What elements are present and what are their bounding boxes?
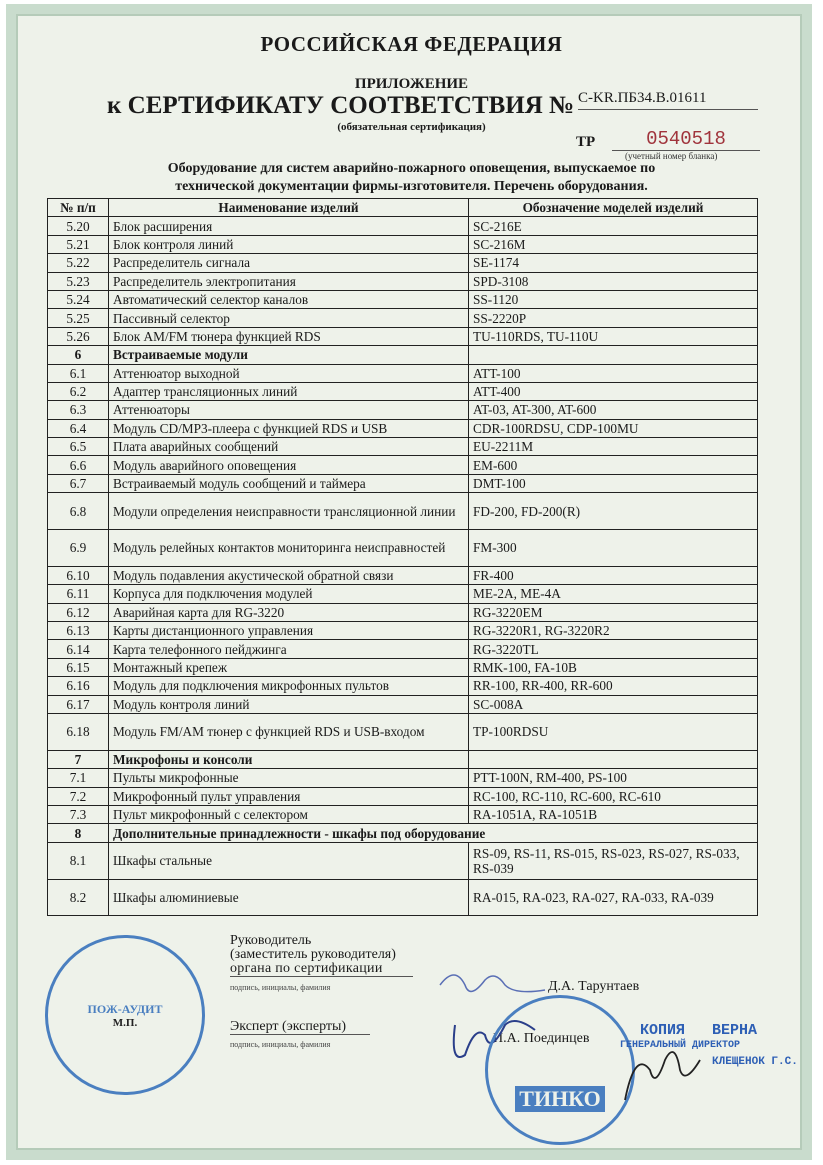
head-label-line: Руководитель xyxy=(230,933,312,948)
table-row xyxy=(48,401,758,419)
cell-model: RG-3220TL xyxy=(469,640,758,658)
cell-n: 7.2 xyxy=(48,787,109,805)
table-row xyxy=(48,217,758,235)
cell-name: Дополнительные принадлежности - шкафы под оборудование xyxy=(109,824,758,842)
cell-model: SE-1174 xyxy=(469,254,758,272)
table-row xyxy=(48,254,758,272)
right-stamp xyxy=(485,995,635,1145)
cell-model: RC-100, RC-110, RC-600, RC-610 xyxy=(469,787,758,805)
country-title: РОССИЙСКАЯ ФЕДЕРАЦИЯ xyxy=(260,32,563,56)
cell-model: RA-1051A, RA-1051B xyxy=(469,805,758,823)
table-row xyxy=(48,327,758,345)
table-row xyxy=(48,309,758,327)
cell-model: ATT-400 xyxy=(469,382,758,400)
cell-n: 5.22 xyxy=(48,254,109,272)
cell-model: TU-110RDS, TU-110U xyxy=(469,327,758,345)
table-row xyxy=(48,695,758,713)
cell-name: Встраиваемый модуль сообщений и таймера xyxy=(109,474,469,492)
cell-name: Блок контроля линий xyxy=(109,235,469,253)
cell-name: Модуль релейных контактов мониторинга неисправностей xyxy=(109,530,469,567)
cell-n: 5.23 xyxy=(48,272,109,290)
cell-name: Микрофонный пульт управления xyxy=(109,787,469,805)
cell-n: 8.1 xyxy=(48,842,109,879)
cell-n: 7 xyxy=(48,750,109,768)
cell-model: TP-100RDSU xyxy=(469,713,758,750)
cell-name: Распределитель электропитания xyxy=(109,272,469,290)
cell-n: 6.3 xyxy=(48,401,109,419)
subtitle-line: Оборудование для систем аварийно-пожарного оповещения, выпускаемое по xyxy=(167,161,656,176)
table-row xyxy=(48,419,758,437)
table-row xyxy=(48,456,758,474)
certificate-title: к СЕРТИФИКАТУ СООТВЕТСТВИЯ № xyxy=(107,92,575,119)
cell-model: SC-216E xyxy=(469,217,758,235)
subtitle xyxy=(0,160,823,196)
table-row xyxy=(48,750,758,768)
table-row xyxy=(48,290,758,308)
mp-label: М.П. xyxy=(112,1016,138,1029)
cell-name: Встраиваемые модули xyxy=(109,346,469,364)
cell-model: DMT-100 xyxy=(469,474,758,492)
cell-n: 5.21 xyxy=(48,235,109,253)
cell-model: SS-2220P xyxy=(469,309,758,327)
cell-n: 7.1 xyxy=(48,769,109,787)
cell-name: Модули определения неисправности трансляционной линии xyxy=(109,493,469,530)
table-row xyxy=(48,805,758,823)
col-model: Обозначение моделей изделий xyxy=(469,199,758,217)
cell-name: Шкафы стальные xyxy=(109,842,469,879)
cell-model: RG-3220R1, RG-3220R2 xyxy=(469,622,758,640)
cell-n: 6.17 xyxy=(48,695,109,713)
cell-n: 6.18 xyxy=(48,713,109,750)
table-row xyxy=(48,382,758,400)
copy-stamp-name: КЛЕЩЕНОК Г.С. xyxy=(712,1056,798,1068)
equipment-table xyxy=(47,198,758,916)
table-row xyxy=(48,235,758,253)
cell-n: 6.2 xyxy=(48,382,109,400)
table-row xyxy=(48,474,758,492)
cell-model: SS-1120 xyxy=(469,290,758,308)
col-name: Наименование изделий xyxy=(109,199,469,217)
head-label-line: (заместитель руководителя) xyxy=(230,947,396,962)
cell-n: 6.5 xyxy=(48,438,109,456)
table-row xyxy=(48,879,758,916)
table-row xyxy=(48,346,758,364)
cell-model: FR-400 xyxy=(469,566,758,584)
right-stamp-logo: ТИНКО xyxy=(515,1086,604,1112)
left-stamp-text: ПОЖ-АУДИТ xyxy=(87,1001,163,1016)
cell-n: 6.15 xyxy=(48,658,109,676)
cell-model: PTT-100N, RM-400, PS-100 xyxy=(469,769,758,787)
cell-name: Модуль контроля линий xyxy=(109,695,469,713)
cell-name: Корпуса для подключения модулей xyxy=(109,585,469,603)
cell-model: SC-216M xyxy=(469,235,758,253)
cell-model xyxy=(469,346,758,364)
table-row xyxy=(48,530,758,567)
table-row xyxy=(48,622,758,640)
table-row xyxy=(48,364,758,382)
cell-name: Модуль CD/MP3-плеера с функцией RDS и USB xyxy=(109,419,469,437)
head-label xyxy=(230,934,413,995)
cell-n: 6.14 xyxy=(48,640,109,658)
cell-model: ME-2A, ME-4A xyxy=(469,585,758,603)
cell-n: 6 xyxy=(48,346,109,364)
copy-stamp-position: ГЕНЕРАЛЬНЫЙ ДИРЕКТОР xyxy=(620,1040,741,1051)
cell-n: 7.3 xyxy=(48,805,109,823)
cell-name: Модуль подавления акустической обратной связи xyxy=(109,566,469,584)
cell-model: RS-09, RS-11, RS-015, RS-023, RS-027, RS-033, RS-039 xyxy=(469,842,758,879)
cell-name: Микрофоны и консоли xyxy=(109,750,469,768)
table-row xyxy=(48,585,758,603)
cell-name: Карта телефонного пейджинга xyxy=(109,640,469,658)
cell-name: Пассивный селектор xyxy=(109,309,469,327)
cell-model: EM-600 xyxy=(469,456,758,474)
cell-name: Модуль FM/AM тюнер с функцией RDS и USB-входом xyxy=(109,713,469,750)
tr-label: ТР xyxy=(576,134,596,150)
subtitle-line: технической документации фирмы-изготовителя. Перечень оборудования. xyxy=(175,179,648,194)
cell-n: 5.24 xyxy=(48,290,109,308)
expert-name: И.А. Поединцев xyxy=(493,1031,590,1046)
cell-model: AT-03, AT-300, AT-600 xyxy=(469,401,758,419)
cell-model: FM-300 xyxy=(469,530,758,567)
cell-model: SC-008A xyxy=(469,695,758,713)
cell-model: RR-100, RR-400, RR-600 xyxy=(469,677,758,695)
cell-n: 6.6 xyxy=(48,456,109,474)
table-row xyxy=(48,493,758,530)
cell-n: 6.4 xyxy=(48,419,109,437)
cell-n: 6.9 xyxy=(48,530,109,567)
cell-name: Шкафы алюминиевые xyxy=(109,879,469,916)
cell-model xyxy=(469,750,758,768)
appendix-title: ПРИЛОЖЕНИЕ xyxy=(354,76,469,92)
cell-model: EU-2211M xyxy=(469,438,758,456)
cell-n: 5.25 xyxy=(48,309,109,327)
table-row xyxy=(48,677,758,695)
head-name: Д.А. Тарунтаев xyxy=(548,979,640,994)
cell-n: 8.2 xyxy=(48,879,109,916)
cell-n: 6.11 xyxy=(48,585,109,603)
cell-name: Пульт микрофонный с селектором xyxy=(109,805,469,823)
cell-n: 5.26 xyxy=(48,327,109,345)
cell-name: Распределитель сигнала xyxy=(109,254,469,272)
cell-n: 6.16 xyxy=(48,677,109,695)
table-row xyxy=(48,603,758,621)
expert-label xyxy=(230,1020,370,1052)
cell-n: 6.8 xyxy=(48,493,109,530)
cell-n: 5.20 xyxy=(48,217,109,235)
signature-caption: подпись, инициалы, фамилия xyxy=(230,983,331,992)
table-row xyxy=(48,438,758,456)
cell-name: Карты дистанционного управления xyxy=(109,622,469,640)
table-row xyxy=(48,713,758,750)
cell-model: CDR-100RDSU, CDP-100MU xyxy=(469,419,758,437)
cell-n: 6.1 xyxy=(48,364,109,382)
cell-name: Модуль аварийного оповещения xyxy=(109,456,469,474)
form-number: 0540518 xyxy=(612,128,760,151)
mandatory-note: (обязательная сертификация) xyxy=(337,121,486,133)
cell-name: Плата аварийных сообщений xyxy=(109,438,469,456)
table-row xyxy=(48,769,758,787)
certificate-number: C-KR.ПБ34.В.01611 xyxy=(578,90,758,110)
cell-name: Модуль для подключения микрофонных пультов xyxy=(109,677,469,695)
head-signature xyxy=(440,975,545,992)
table-row xyxy=(48,272,758,290)
cell-name: Пульты микрофонные xyxy=(109,769,469,787)
table-row xyxy=(48,824,758,842)
cell-n: 6.12 xyxy=(48,603,109,621)
cell-model: RG-3220EM xyxy=(469,603,758,621)
cell-n: 6.7 xyxy=(48,474,109,492)
cell-name: Аварийная карта для RG-3220 xyxy=(109,603,469,621)
cell-name: Адаптер трансляционных линий xyxy=(109,382,469,400)
cell-model: RA-015, RA-023, RA-027, RA-033, RA-039 xyxy=(469,879,758,916)
signature-caption: подпись, инициалы, фамилия xyxy=(230,1040,331,1049)
cell-model: FD-200, FD-200(R) xyxy=(469,493,758,530)
cell-model: ATT-100 xyxy=(469,364,758,382)
left-stamp xyxy=(45,935,205,1095)
cell-name: Блок AM/FM тюнера функцией RDS xyxy=(109,327,469,345)
cell-model: SPD-3108 xyxy=(469,272,758,290)
cell-model: RMK-100, FA-10B xyxy=(469,658,758,676)
cell-name: Аттенюатор выходной xyxy=(109,364,469,382)
cell-n: 6.13 xyxy=(48,622,109,640)
cell-name: Монтажный крепеж xyxy=(109,658,469,676)
copy-verified-stamp: КОПИЯ ВЕРНА xyxy=(640,1022,758,1039)
table-row xyxy=(48,842,758,879)
cell-n: 8 xyxy=(48,824,109,842)
col-number: № п/п xyxy=(48,199,109,217)
table-row xyxy=(48,787,758,805)
cell-n: 6.10 xyxy=(48,566,109,584)
table-row xyxy=(48,658,758,676)
table-row xyxy=(48,566,758,584)
cell-name: Блок расширения xyxy=(109,217,469,235)
table-row xyxy=(48,640,758,658)
cell-name: Автоматический селектор каналов xyxy=(109,290,469,308)
head-label-line: органа по сертификации xyxy=(230,962,413,977)
cell-name: Аттенюаторы xyxy=(109,401,469,419)
expert-label-text: Эксперт (эксперты) xyxy=(230,1020,370,1035)
form-number-caption: (учетный номер бланка) xyxy=(625,151,718,161)
